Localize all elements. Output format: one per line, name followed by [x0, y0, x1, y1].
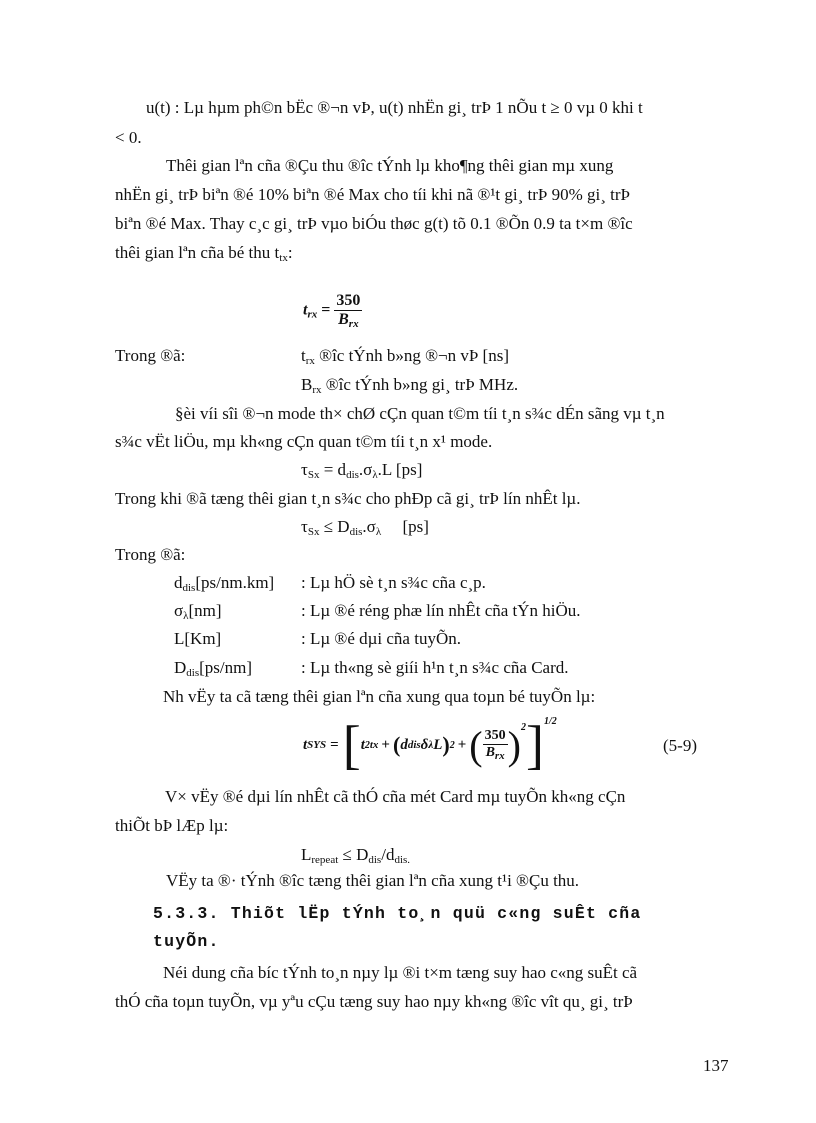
definition-term: L[Km] [174, 629, 222, 648]
section-heading: 5.3.3. Thiõt lËp tÝnh to¸n quü c«ng suÊt cña [153, 904, 642, 923]
term-L: L [433, 736, 443, 753]
var: d [174, 573, 183, 592]
superscript: 2 [449, 739, 455, 751]
subscript: λ [372, 469, 378, 481]
term-d: d [400, 736, 408, 753]
formula-lhs-sub: SYS [307, 739, 327, 751]
formula-inline [301, 460, 422, 485]
text-line: Thêi gian lªn cña ®Çu thu ®îc tÝnh lµ kho¶ng thêi gian mµ xung [166, 156, 614, 175]
text-line: Néi dung cña bíc tÝnh to¸n nµy lµ ®i t×m tæng suy hao c«ng suÊt cã [163, 963, 638, 982]
tau: τ [301, 517, 308, 536]
plus-sign: + [381, 736, 390, 753]
subscript: rx [305, 355, 315, 367]
text-line: Trong ®ã: [115, 545, 186, 564]
text-span: ≤ D [319, 517, 350, 536]
fraction-numerator: 350 [336, 292, 361, 309]
left-paren: ( [392, 732, 401, 757]
subscript: λ [183, 610, 189, 622]
subscript: dis [349, 526, 363, 538]
text-span: = d [319, 460, 347, 479]
superscript: 2 [364, 739, 370, 751]
equals-sign: = [321, 301, 331, 319]
subscript: Sx [307, 526, 320, 538]
text-line: V× vËy ®é dµi lín nhÊt cã thÓ cña mét Card mµ tuyÕn kh«ng cÇn [165, 787, 626, 806]
subscript: tx [279, 252, 288, 264]
text-line: s¾c vËt liÖu, mµ kh«ng cÇn quan t©m tíi t¸n x¹ mode. [115, 432, 493, 451]
fraction-denominator [483, 745, 508, 762]
subscript: dis [346, 469, 359, 481]
subscript: tx [369, 739, 379, 751]
subscript: dis [368, 854, 382, 866]
text-line: VËy ta ®· tÝnh ®îc tæng thêi gian lªn cña xung t¹i ®Çu thu. [166, 871, 580, 890]
right-bracket: ] [525, 715, 544, 775]
term-t: t [360, 736, 365, 753]
subscript: λ [428, 739, 434, 751]
subscript: λ [375, 526, 382, 538]
den-sub: rx [348, 318, 359, 330]
text-line [301, 375, 518, 400]
text-line: biªn ®é Max. Thay c¸c gi¸ trÞ vµo biÓu thøc g(t) tõ 0.1 ®Õn 0.9 ta t×m ®îc [115, 214, 633, 233]
definition-term [174, 601, 222, 626]
subscript: Sx [307, 469, 320, 481]
text-line [115, 243, 293, 268]
text-span: ®îc tÝnh b»ng ®¬n vÞ [ns] [314, 346, 509, 365]
page-number: 137 [703, 1056, 729, 1075]
text-span: ®îc tÝnh b»ng gi¸ trÞ MHz. [321, 375, 519, 394]
formula-lhs-sub: rx [307, 308, 318, 321]
unit: [nm] [188, 601, 222, 620]
text-line: thiÕt bÞ lÆp lµ: [115, 816, 229, 835]
formula-rise-time-receiver [303, 292, 362, 330]
section-heading-cont: tuyÕn. [153, 932, 220, 951]
den-var: B [485, 745, 495, 760]
equals-sign: = [330, 736, 339, 753]
left-bracket: [ [342, 715, 361, 775]
text-line: Nh vËy ta cã tæng thêi gian lªn cña xung qua toµn bé tuyÕn lµ: [163, 687, 596, 706]
formula-inline [301, 517, 429, 542]
fraction-numerator: 350 [484, 728, 506, 743]
right-paren-large: ) [507, 722, 521, 768]
superscript: 1/2 [543, 716, 557, 727]
den-var: B [338, 311, 349, 328]
var: σ [174, 601, 184, 620]
text-line: u(t) : Lµ hµm ph©n bËc ®¬n vÞ, u(t) nhËn gi¸ trÞ 1 nÕu t ≥ 0 vµ 0 khi t [146, 98, 643, 117]
text-span: [ps] [381, 517, 429, 536]
definition-desc: : Lµ hÖ sè t¸n s¾c cña c¸p. [301, 573, 486, 592]
text-span: .σ [358, 460, 373, 479]
text-span: /d [381, 845, 395, 864]
text-line: Trong khi ®ã tæng thêi gian t¸n s¾c cho phÐp cã gi¸ trÞ lín nhÊt lµ. [115, 489, 581, 508]
formula-system-rise-time [303, 716, 557, 774]
superscript: 2 [520, 722, 526, 733]
var: B [301, 375, 313, 394]
text-line: §èi víi sîi ®¬n mode th× chØ cÇn quan t©m tíi t¸n s¾c dÉn sãng vµ t¸n [175, 404, 665, 423]
left-paren-large: ( [469, 722, 483, 768]
subscript: dis [407, 739, 421, 751]
definition-desc: : Lµ th«ng sè giíi h¹n t¸n s¾c cña Card. [301, 658, 569, 677]
text-line: nhËn gi¸ trÞ biªn ®é 10% biªn ®é Max cho tíi khi nã ®¹t gi¸ trÞ 90% gi¸ trÞ [115, 185, 631, 204]
definition-desc: : Lµ ®é dµi cña tuyÕn. [301, 629, 461, 648]
subscript: dis. [394, 854, 411, 866]
subscript: dis [182, 582, 196, 594]
fraction-denominator [334, 311, 362, 330]
right-paren: ) [442, 732, 450, 757]
equation-number: (5-9) [663, 736, 697, 755]
unit: [ps/nm] [199, 658, 253, 677]
definition-desc: : Lµ ®é réng phæ lín nhÊt cña tÝn hiÖu. [301, 601, 581, 620]
subscript: rx [312, 384, 322, 396]
plus-sign: + [457, 736, 467, 753]
var: L [301, 845, 312, 864]
fraction [334, 292, 362, 330]
den-sub: rx [494, 750, 505, 762]
tau: τ [301, 460, 308, 479]
text-line [301, 346, 509, 371]
subscript: dis [186, 667, 200, 679]
formula-lhs: t [303, 301, 308, 319]
text-span: ≤ D [338, 845, 369, 864]
var: t [301, 346, 306, 365]
subscript: repeat [311, 854, 339, 866]
formula-inline [301, 845, 410, 870]
fraction [483, 728, 508, 762]
term-delta: δ [420, 736, 429, 753]
unit: [ps/nm.km] [195, 573, 275, 592]
text-span: .σ [362, 517, 376, 536]
definition-term [174, 658, 252, 683]
text-span: thêi gian lªn cña bé thu t [115, 243, 280, 262]
var: D [174, 658, 187, 677]
text-line: thÓ cña toµn tuyÕn, vµ yªu cÇu tæng suy hao nµy kh«ng ®îc vît qu¸ gi¸ trÞ [115, 992, 633, 1011]
definition-term [174, 573, 274, 598]
formula-lhs: t [303, 736, 308, 753]
text-line: < 0. [115, 128, 142, 147]
text-line: Trong ®ã: [115, 346, 186, 365]
text-span: : [287, 243, 293, 262]
text-span: .L [ps] [377, 460, 423, 479]
